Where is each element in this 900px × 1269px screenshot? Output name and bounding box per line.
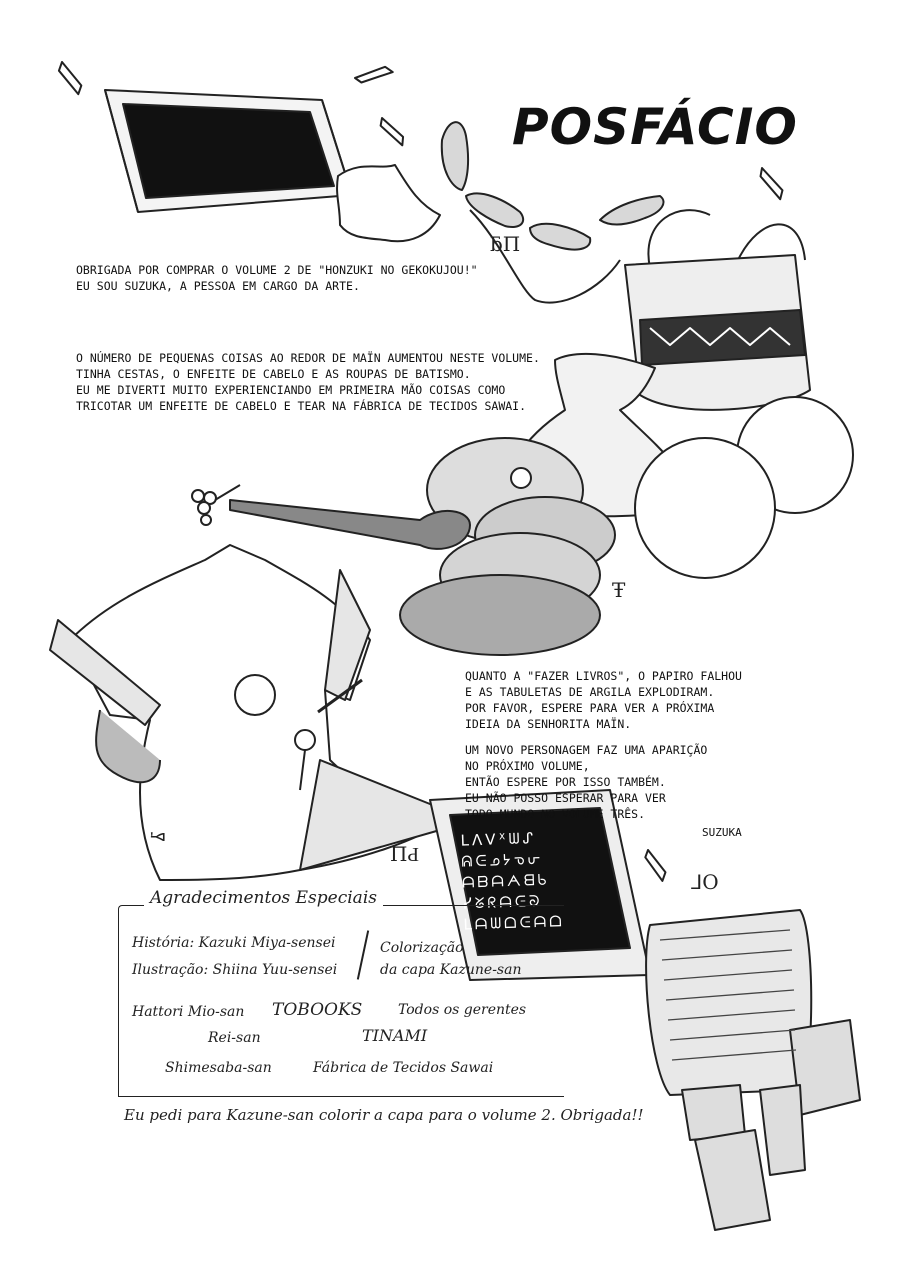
credit-name: Rei-san: [208, 1030, 261, 1046]
text-line: OBRIGADA POR COMPRAR O VOLUME 2 DE "HONZUKI NO GEKOKUJOU!": [76, 263, 478, 277]
clay-tablet-icon: [646, 910, 860, 1230]
floating-shard-icon: [354, 65, 393, 84]
illustration-mark: ᒧO: [690, 870, 719, 894]
text-line: ENTÃO ESPERE POR ISSO TAMBÉM.: [465, 775, 666, 789]
credit-colorization: Colorização: [380, 940, 464, 956]
slate-glyph-row: ᗩᗷᗩᗅᗺᑲ: [461, 870, 550, 892]
text-line: TINHA CESTAS, O ENFEITE DE CABELO E AS ROUPAS DE BATISMO.: [76, 367, 471, 381]
credits-footer: Eu pedi para Kazune-san colorir a capa para o volume 2. Obrigada!!: [124, 1106, 644, 1124]
garment-icon: [50, 545, 445, 880]
text-line: NO PRÓXIMO VOLUME,: [465, 759, 590, 773]
slate-board-icon: [105, 90, 352, 212]
text-line: IDEIA DA SENHORITA MAÏN.: [465, 717, 632, 731]
credit-name: Todos os gerentes: [398, 1002, 527, 1018]
credit-illustration: Ilustração: Shiina Yuu-sensei: [132, 962, 338, 978]
text-line: TODO MUNDO NO VOLUME TRÊS.: [465, 807, 646, 821]
floating-shard-icon: [56, 60, 84, 97]
credit-story: História: Kazuki Miya-sensei: [132, 935, 336, 951]
text-line: E AS TABULETAS DE ARGILA EXPLODIRAM.: [465, 685, 715, 699]
afterword-paragraph-4: [465, 742, 707, 822]
text-line: O NÚMERO DE PEQUENAS COISAS AO REDOR DE MAÏN AUMENTOU NESTE VOLUME.: [76, 351, 540, 365]
signature: SUZUKA: [702, 826, 742, 839]
text-line: UM NOVO PERSONAGEM FAZ UMA APARIÇÃO: [465, 743, 708, 757]
text-line: POR FAVOR, ESPERE PARA VER A PRÓXIMA: [465, 701, 715, 715]
credit-name: Shimesaba-san: [165, 1060, 272, 1076]
floating-shard-icon: [643, 848, 669, 882]
text-line: EU SOU SUZUKA, A PESSOA EM CARGO DA ARTE.: [76, 279, 360, 293]
text-line: EU NÃO POSSO ESPERAR PARA VER: [465, 791, 666, 805]
text-line: TRICOTAR UM ENFEITE DE CABELO E TEAR NA FÁBRICA DE TECIDOS SAWAI.: [76, 399, 527, 413]
slate-glyph-row: ᒪᗩᗯᗝᕮᗩᗝ: [463, 912, 565, 934]
floating-shard-icon: [757, 166, 786, 201]
afterword-paragraph-3: [465, 668, 742, 732]
illustration-mark: ᡃᢦ: [150, 826, 166, 850]
illustration-mark: ПԀ: [390, 842, 419, 866]
afterword-paragraph-2: [76, 350, 540, 414]
slate-glyph-row: ᕱᕮᓄᔭᓀᕂ: [460, 849, 544, 871]
afterword-paragraph-1: [76, 262, 478, 294]
illustration-mark: Ŧ: [612, 578, 626, 602]
floating-shard-icon: [377, 115, 407, 147]
illustration-mark: ƃП: [490, 232, 521, 256]
credit-name: Fábrica de Tecidos Sawai: [313, 1060, 494, 1076]
text-line: QUANTO A "FAZER LIVROS", O PAPIRO FALHOU: [465, 669, 742, 683]
text-line: EU ME DIVERTI MUITO EXPERIENCIANDO EM PRIMEIRA MÃO COISAS COMO: [76, 383, 506, 397]
credit-name: Hattori Mio-san: [132, 1004, 245, 1020]
fruit-icon: [635, 438, 775, 578]
slate-glyph-row: ᒪᐱᐯᕽᗯᔑ: [460, 829, 537, 850]
credit-name: TOBOOKS: [272, 1000, 363, 1020]
cloth-icon: [337, 165, 440, 241]
credits-title: Agradecimentos Especiais: [144, 888, 383, 908]
basket-icon: [625, 210, 810, 410]
credit-name: TINAMI: [362, 1026, 428, 1045]
page-title: POSFÁCIO: [512, 98, 798, 156]
credit-colorization: da capa Kazune-san: [380, 962, 522, 978]
slate-glyph-row: ᓯᘜᖇᗩᕮᘐ: [462, 891, 543, 913]
